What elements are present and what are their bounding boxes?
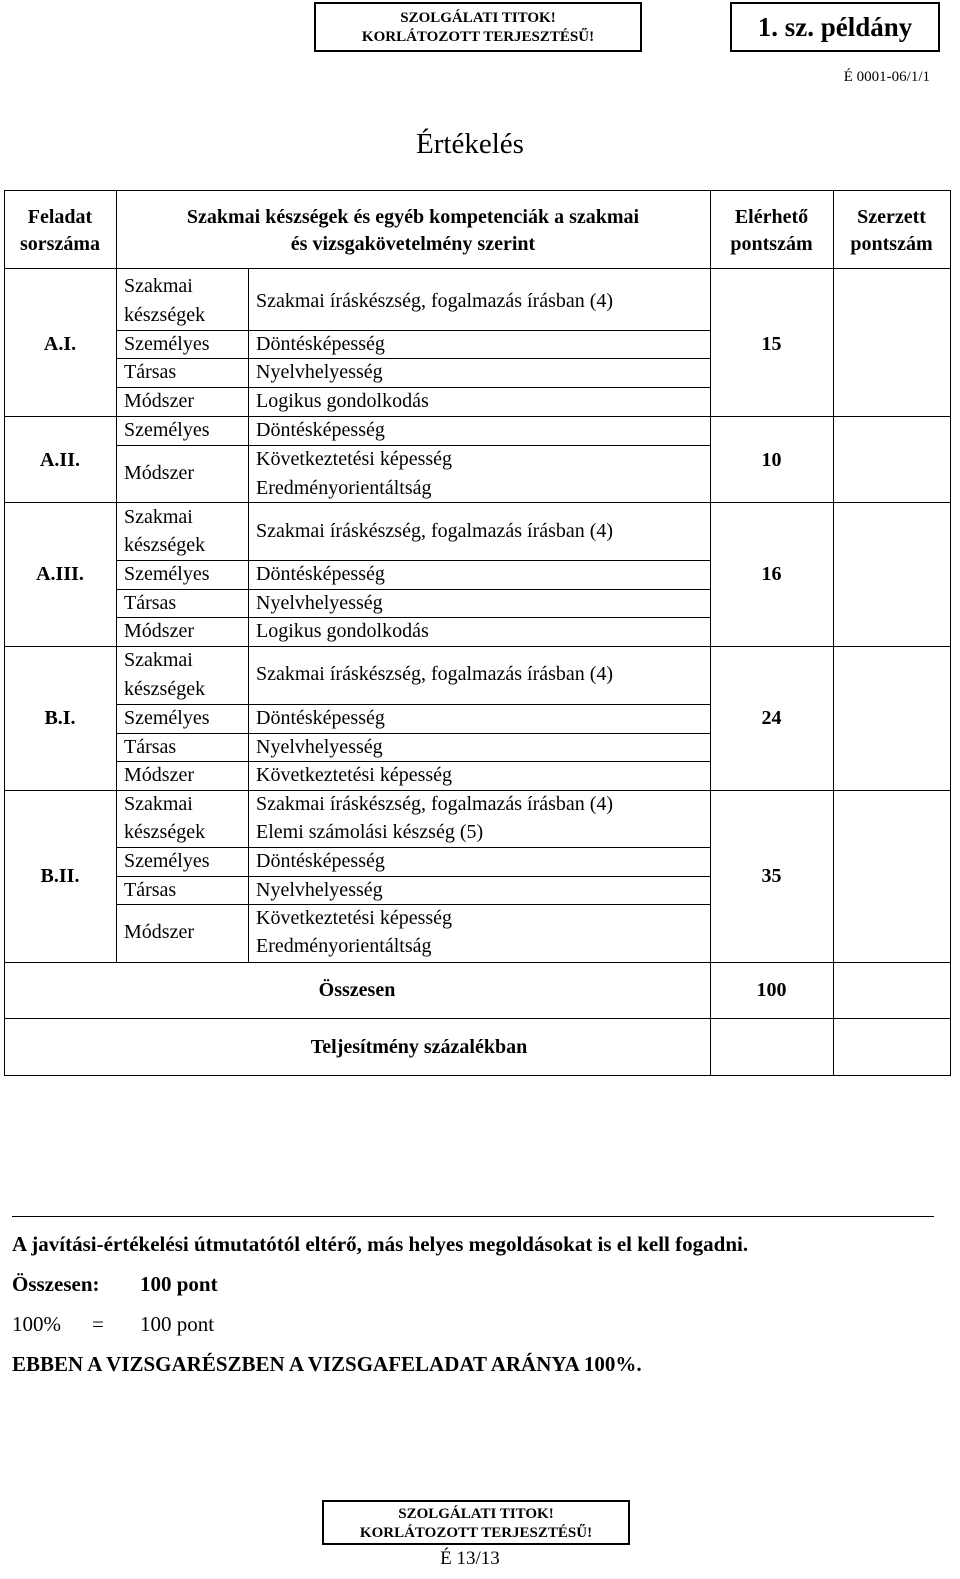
category-label: Módszer — [124, 921, 194, 943]
category-label: Módszer — [124, 764, 194, 786]
total-label: Összesen — [318, 979, 396, 1001]
skill-label: Következtetési képesség — [256, 764, 453, 786]
total-points: 100 — [756, 979, 787, 1001]
category-label: készségek — [124, 678, 206, 700]
skill-label: Eredményorientáltság — [256, 935, 432, 957]
page-number: É 13/13 — [440, 1548, 500, 1569]
category-label: készségek — [124, 534, 206, 556]
task-points: 35 — [761, 865, 782, 887]
skill-label: Következtetési képesség — [256, 907, 453, 929]
task-id: A.I. — [43, 333, 77, 355]
task-points: 24 — [761, 707, 782, 729]
header-earned-points — [833, 204, 950, 258]
header-skills — [116, 204, 710, 258]
copy-number-box: 1. sz. példány — [730, 2, 940, 52]
task-id: B.I. — [44, 707, 76, 729]
category-label: Társas — [124, 879, 177, 901]
category-label: Módszer — [124, 390, 194, 412]
category-label: Társas — [124, 361, 177, 383]
category-label: Szakmai — [124, 649, 193, 671]
note-total-value: 100 pont — [140, 1272, 218, 1296]
skill-label: Szakmai íráskészség, fogalmazás írásban (4) — [256, 663, 614, 685]
skill-label: Döntésképesség — [256, 419, 385, 441]
document-id: É 0001-06/1/1 — [843, 69, 930, 85]
skill-label: Logikus gondolkodás — [256, 620, 429, 642]
confidential-line-2: KORLÁTOZOTT TERJESZTÉSŰ! — [361, 29, 595, 45]
task-points: 10 — [761, 449, 782, 471]
header-task-number — [4, 204, 116, 258]
confidential-line-1: SZOLGÁLATI TITOK! — [400, 10, 556, 26]
category-label: Személyes — [124, 563, 210, 585]
divider — [12, 1216, 934, 1217]
skill-label: Elemi számolási készség (5) — [256, 821, 484, 843]
skill-label: Logikus gondolkodás — [256, 390, 429, 412]
header-task-line-2: sorszáma — [20, 233, 100, 255]
note-percent-value: 100 pont — [140, 1312, 215, 1336]
category-label: Személyes — [124, 707, 210, 729]
category-label: Szakmai — [124, 793, 193, 815]
skill-label: Szakmai íráskészség, fogalmazás írásban (4) — [256, 290, 614, 312]
header-available-points — [710, 204, 833, 258]
confidential-line-2: KORLÁTOZOTT TERJESZTÉSŰ! — [359, 1525, 593, 1541]
header-earned-line-1: Szerzett — [857, 206, 926, 228]
category-label: Személyes — [124, 419, 210, 441]
note-percent-label: 100% — [12, 1312, 61, 1336]
confidential-stamp-top — [314, 2, 642, 52]
confidential-stamp-bottom — [322, 1500, 630, 1545]
skill-label: Szakmai íráskészség, fogalmazás írásban (4) — [256, 793, 614, 815]
category-label: Személyes — [124, 333, 210, 355]
skill-label: Döntésképesség — [256, 563, 385, 585]
confidential-line-1: SZOLGÁLATI TITOK! — [398, 1506, 554, 1522]
header-task-line-1: Feladat — [27, 206, 93, 228]
percent-label: Teljesítmény százalékban — [310, 1036, 528, 1058]
category-label: Módszer — [124, 462, 194, 484]
skill-label: Nyelvhelyesség — [256, 736, 383, 758]
skill-label: Döntésképesség — [256, 850, 385, 872]
note-exam-ratio: EBBEN A VIZSGARÉSZBEN A VIZSGAFELADAT ARÁNYA 100%. — [12, 1352, 642, 1376]
note-equals: = — [92, 1312, 104, 1336]
skill-label: Döntésképesség — [256, 333, 385, 355]
task-id: B.II. — [40, 865, 80, 887]
category-label: Szakmai — [124, 506, 193, 528]
skill-label: Szakmai íráskészség, fogalmazás írásban (4) — [256, 520, 614, 542]
skill-label: Döntésképesség — [256, 707, 385, 729]
header-skills-line-1: Szakmai készségek és egyéb kompetenciák a szakmai — [186, 206, 640, 228]
category-label: készségek — [124, 821, 206, 843]
category-label: Szakmai — [124, 275, 193, 297]
category-label: Módszer — [124, 620, 194, 642]
header-earned-line-2: pontszám — [850, 233, 933, 255]
category-label: Társas — [124, 736, 177, 758]
category-label: készségek — [124, 304, 206, 326]
skill-label: Nyelvhelyesség — [256, 879, 383, 901]
task-points: 15 — [761, 333, 782, 355]
page-title: Értékelés — [416, 128, 524, 160]
skill-label: Eredményorientáltság — [256, 477, 432, 499]
header-available-line-2: pontszám — [730, 233, 813, 255]
category-label: Személyes — [124, 850, 210, 872]
task-points: 16 — [761, 563, 782, 585]
skill-label: Nyelvhelyesség — [256, 361, 383, 383]
header-skills-line-2: és vizsgakövetelmény szerint — [290, 233, 536, 255]
skill-label: Nyelvhelyesség — [256, 592, 383, 614]
header-available-line-1: Elérhető — [734, 206, 809, 228]
note-total-label: Összesen: — [12, 1272, 100, 1296]
task-id: A.II. — [39, 449, 80, 471]
task-id: A.III. — [36, 563, 84, 585]
skill-label: Következtetési képesség — [256, 448, 453, 470]
category-label: Társas — [124, 592, 177, 614]
note-alternative-solutions: A javítási-értékelési útmutatótól eltérő, más helyes megoldásokat is el kell fogadni. — [12, 1232, 749, 1256]
